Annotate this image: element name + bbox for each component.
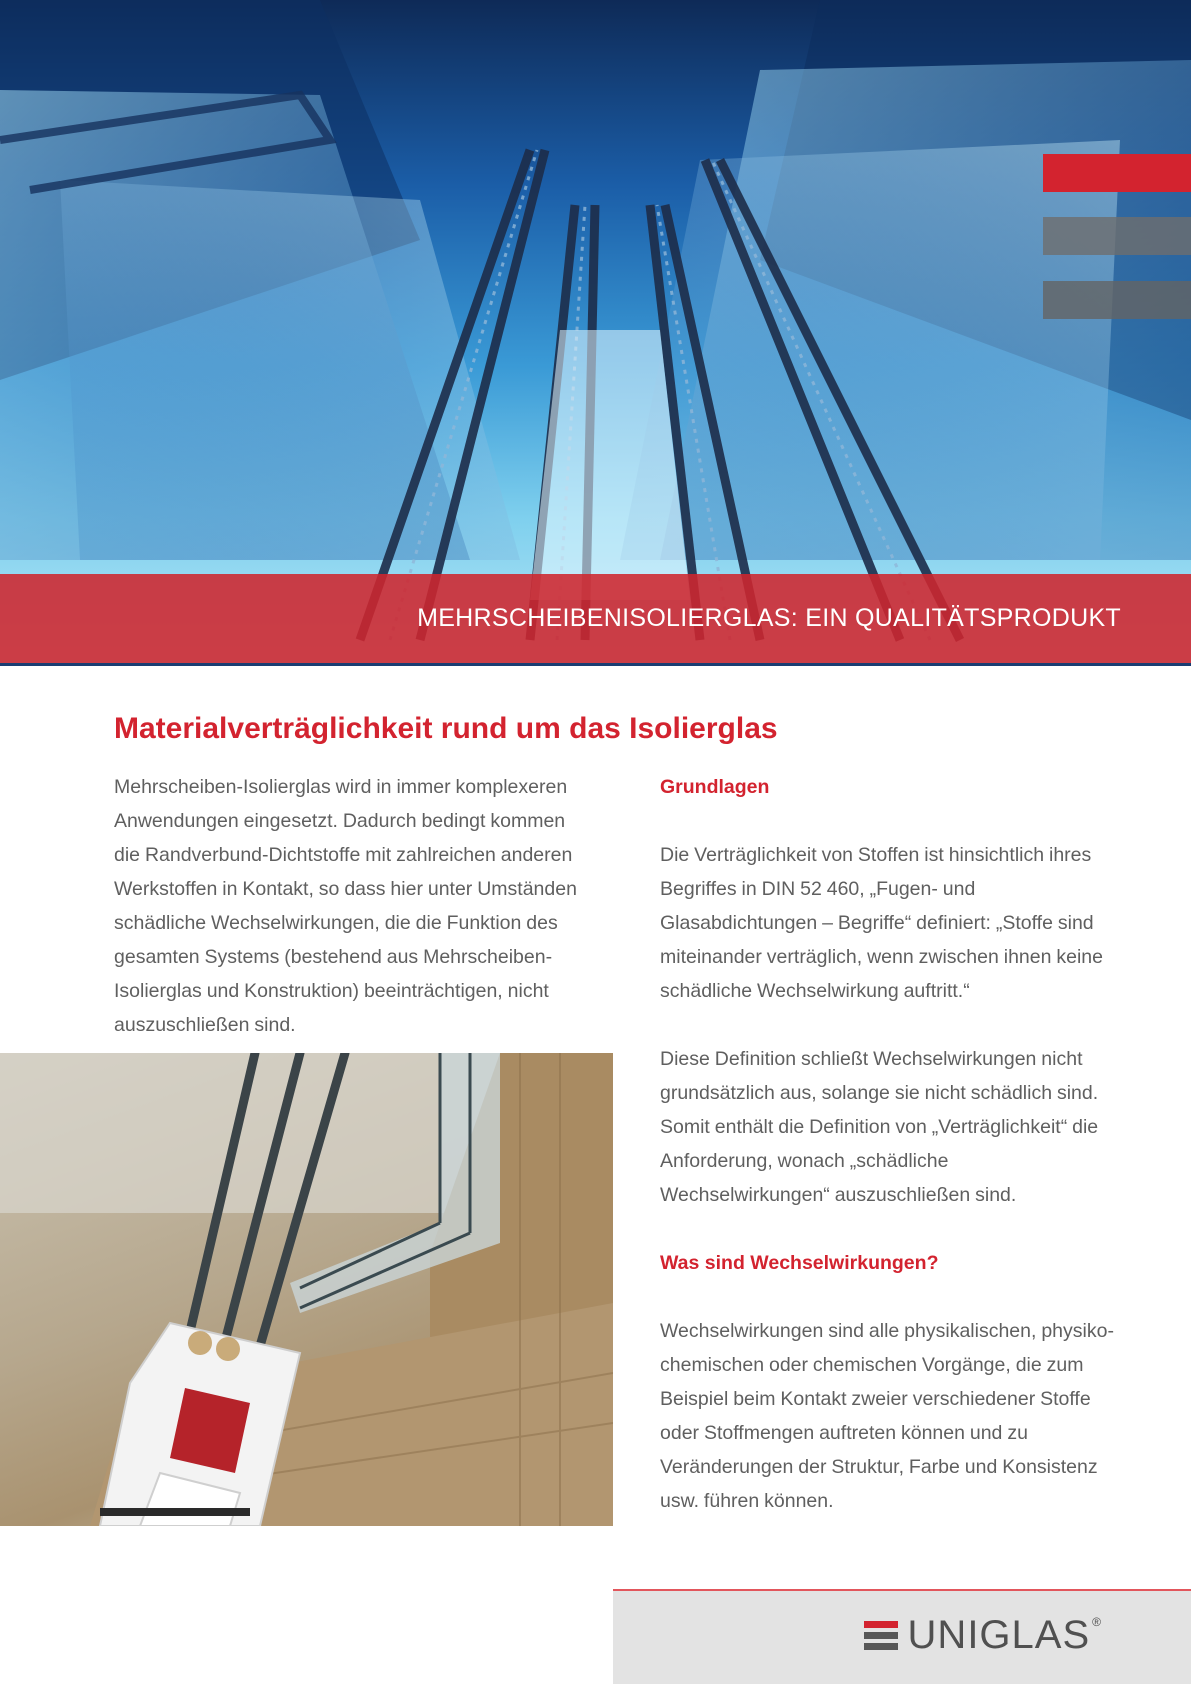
window-profile-image xyxy=(0,1053,613,1526)
hero-image xyxy=(0,0,1191,666)
uniglas-logo xyxy=(864,1615,1101,1655)
accent-bar-grey xyxy=(1043,217,1191,255)
paragraph: Diese Definition schließt Wechselwirkungen nicht grundsätzlich aus, solange sie nicht schädlich sind. Somit enthält die Definition von „Verträglichkeit“ die Anforderung, wonach „schädliche Wechselwirkungen“ auszuschließen sind. xyxy=(660,1048,1099,1206)
section-heading-wechselwirkungen: Was sind Wechselwirkungen? xyxy=(660,1252,939,1274)
window-profile-illustration xyxy=(0,1053,613,1526)
hero-banner xyxy=(0,574,1191,666)
paragraph: Die Verträglichkeit von Stoffen ist hinsichtlich ihres Begriffes in DIN 52 460, „Fugen- und Glasabdichtungen – Begriffe“ definiert: „Stoffe sind miteinander verträglich, wenn zwischen ihnen keine schädliche Wechselwirkung auftritt.“ xyxy=(660,844,1103,1002)
section-heading-grundlagen: Grundlagen xyxy=(660,776,770,798)
uniglas-logo-icon xyxy=(864,1618,898,1652)
paragraph: Wechselwirkungen sind alle physikalischen, physiko-chemischen oder chemischen Vorgänge, die zum Beispiel beim Kontakt zweier verschiedener Stoffe oder Stoffmengen auftreten können und zu Veränderungen der Struktur, Farbe und Konsistenz usw. führen können. xyxy=(660,1320,1114,1512)
registered-mark: ® xyxy=(1092,1615,1101,1629)
hero-banner-title: MEHRSCHEIBENISOLIERGLAS: EIN QUALITÄTSPRODUKT xyxy=(417,604,1121,632)
left-column xyxy=(114,770,584,1042)
right-column xyxy=(660,770,1120,1552)
page-title: Materialverträglichkeit rund um das Isolierglas xyxy=(114,712,778,745)
logo-text: UNIGLAS xyxy=(907,1613,1091,1657)
accent-bar-grey xyxy=(1043,281,1191,319)
footer xyxy=(613,1589,1191,1684)
accent-bar-red xyxy=(1043,154,1191,192)
glass-panes-illustration xyxy=(0,0,1191,666)
intro-paragraph: Mehrscheiben-Isolierglas wird in immer komplexeren Anwendungen eingesetzt. Dadurch bedingt kommen die Randverbund-Dichtstoffe mit zahlreichen anderen Werkstoffen in Kontakt, so dass hier unter Umständen schädliche Wechselwirkungen, die die Funktion des gesamten Systems (bestehend aus Mehrscheiben-Isolierglas und Konstruktion) beeinträchtigen, nicht auszuschließen sind. xyxy=(114,776,577,1036)
